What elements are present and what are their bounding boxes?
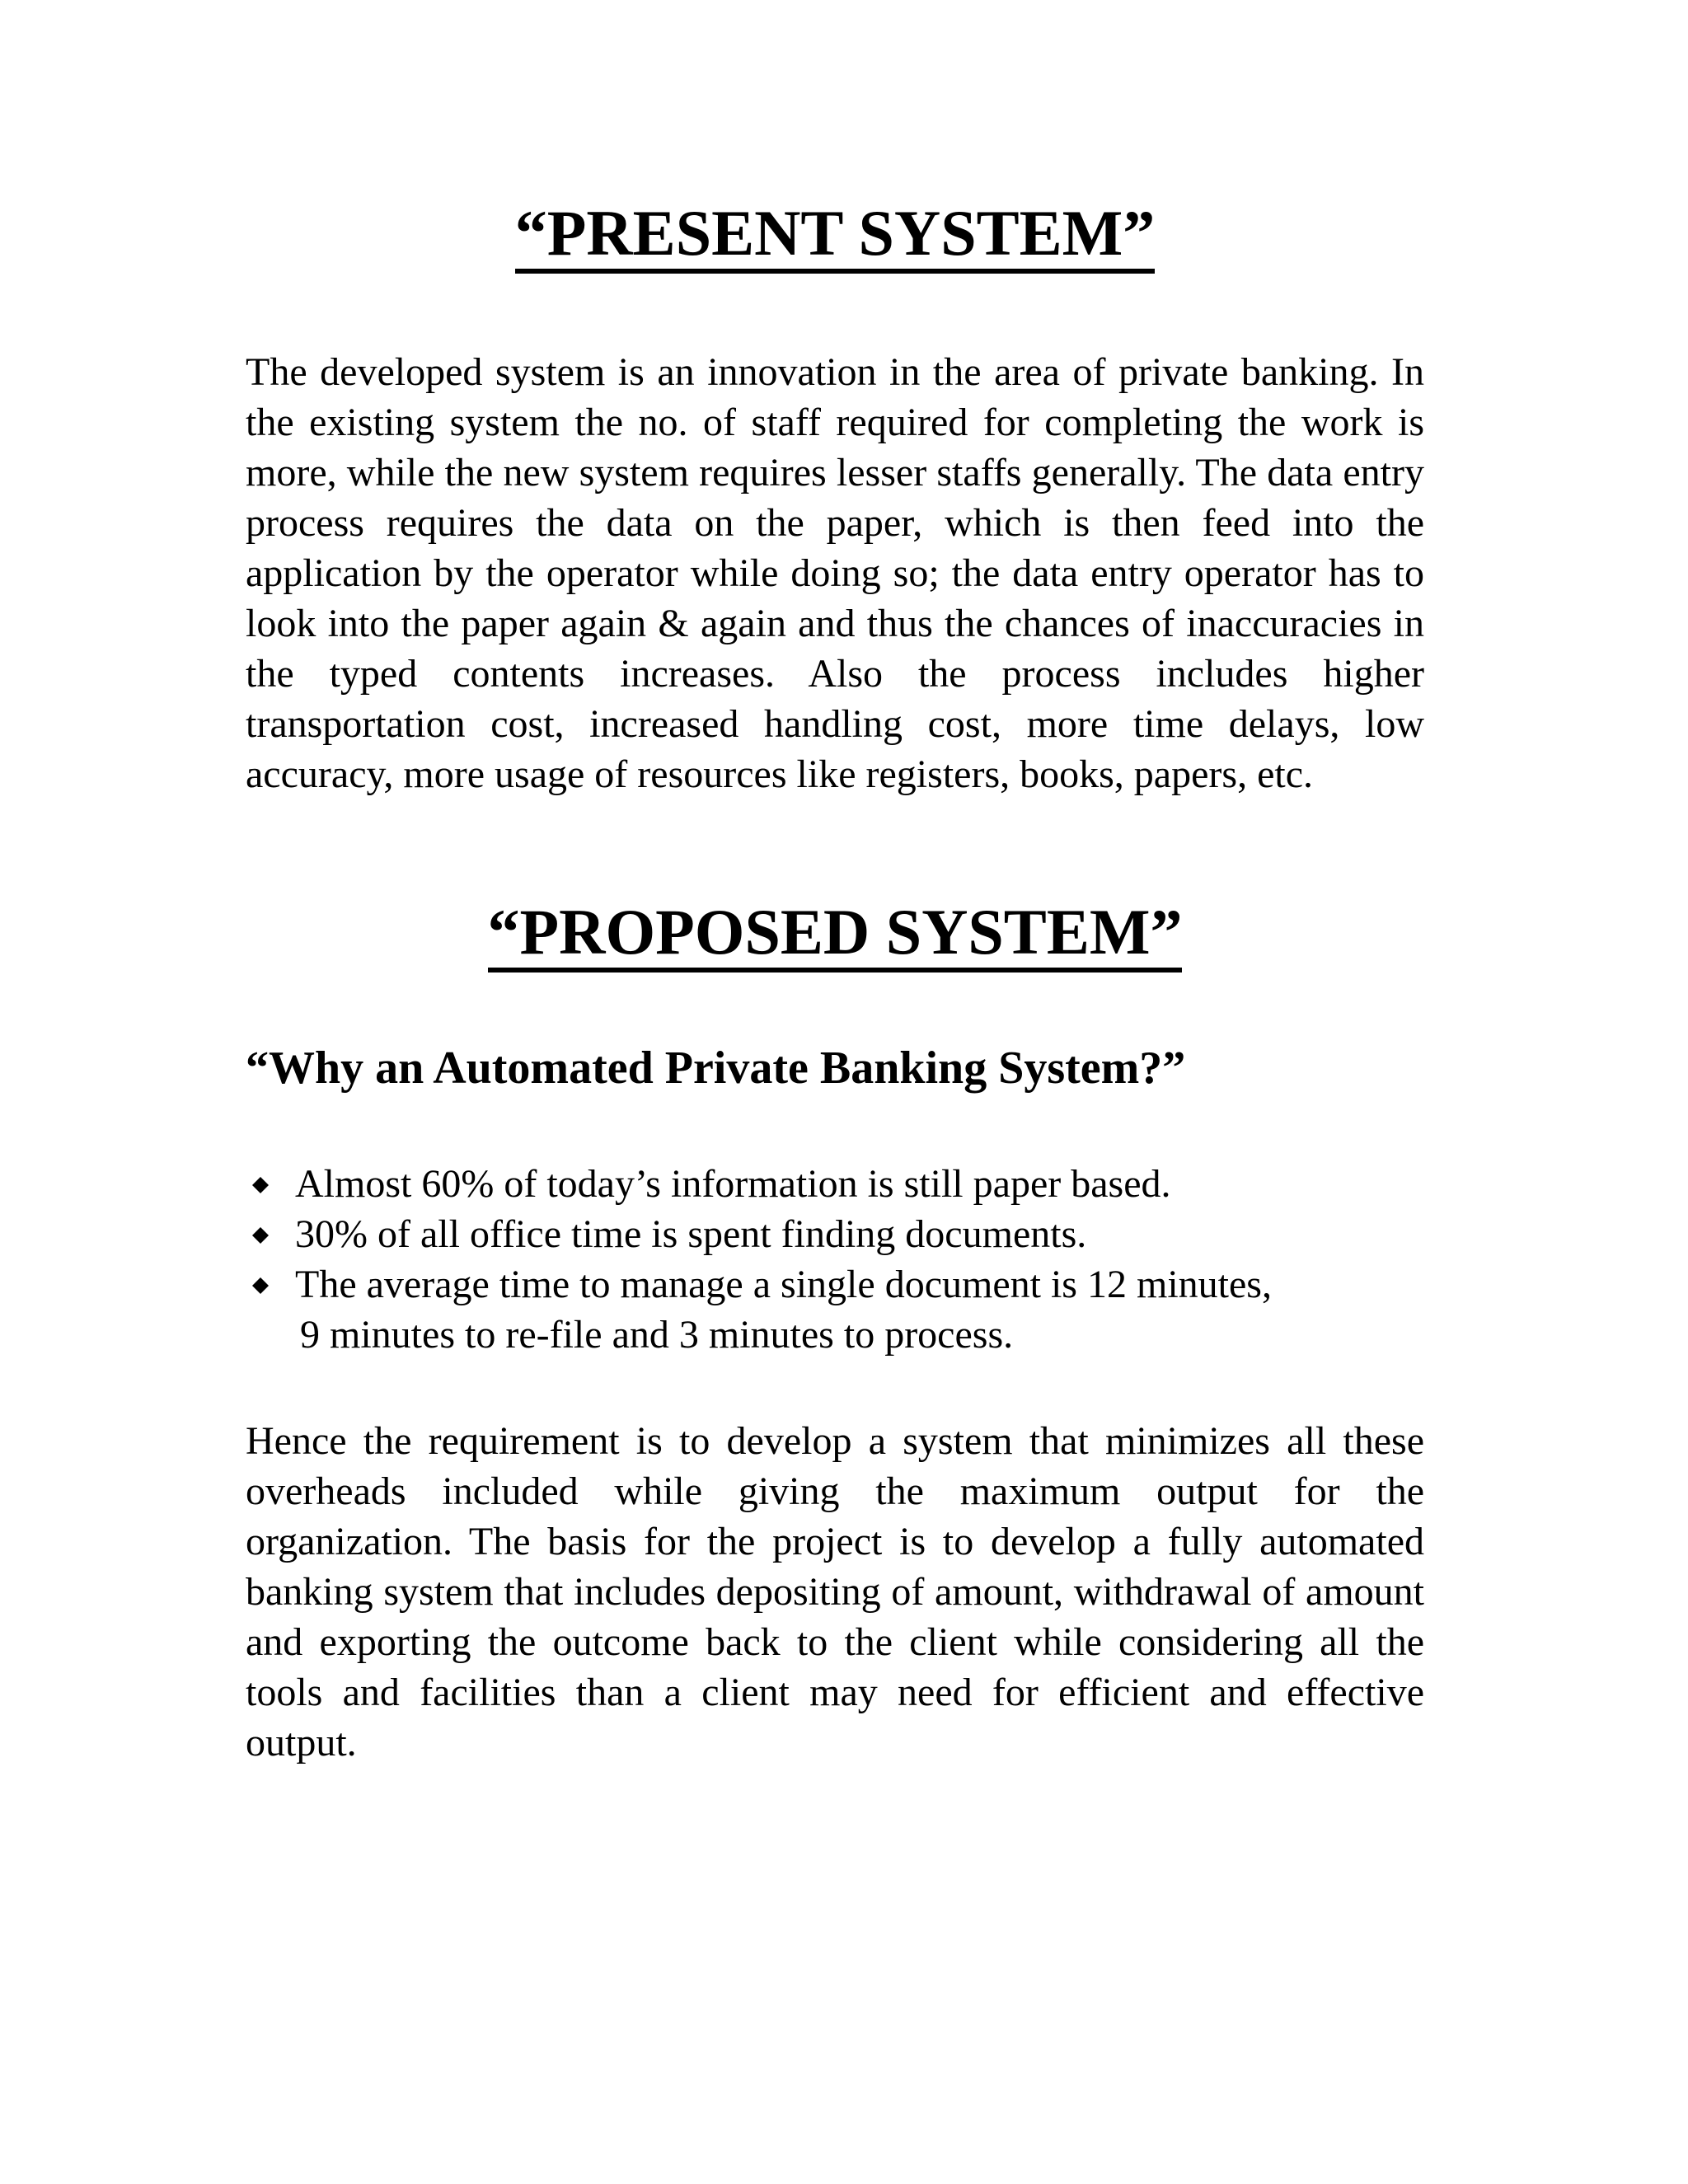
list-item [246,1259,1424,1360]
statistics-bullet-list [246,1159,1424,1360]
why-automated-subheading: “Why an Automated Private Banking System?” [246,1043,1186,1094]
bullet-text: Almost 60% of today’s information is still paper based. [295,1162,1171,1206]
bullet-text: 30% of all office time is spent finding documents. [295,1212,1087,1256]
present-system-heading-text: “PRESENT SYSTEM” [515,201,1156,274]
bullet-text-line: The average time to manage a single document is 12 minutes, [295,1263,1272,1306]
bullet-text [295,1259,1424,1360]
document-page [246,0,1424,2184]
proposed-system-heading [246,896,1424,972]
list-item [246,1159,1424,1209]
diamond-bullet-icon [252,1277,269,1294]
diamond-bullet-icon [252,1177,269,1193]
proposed-system-heading-text: “PROPOSED SYSTEM” [488,900,1183,972]
present-system-heading [246,197,1424,274]
present-system-paragraph: The developed system is an innovation in the area of private banking. In the existing system the no. of staff required for completing the work is more, while the new system requires lesser staffs generally. The data entry process requires the data on the paper, which is then feed into the application by the operator while doing so; the data entry operator has to look into the paper again & again and thus the chances of inaccuracies in the typed contents increases. Also the process includes higher transportation cost, increased handling cost, more time delays, low accuracy, more usage of resources like registers, books, papers, etc. [246,350,1424,796]
requirement-paragraph: Hence the requirement is to develop a system that minimizes all these overheads included while giving the maximum output for the organization. The basis for the project is to develop a fully automated banking system that includes depositing of amount, withdrawal of amount and exporting the outcome back to the client while considering all the tools and facilities than a client may need for efficient and effective output. [246,1419,1424,1765]
bullet-continuation-line: 9 minutes to re-file and 3 minutes to process. [300,1313,1014,1357]
diamond-bullet-icon [252,1227,269,1244]
list-item [246,1209,1424,1259]
